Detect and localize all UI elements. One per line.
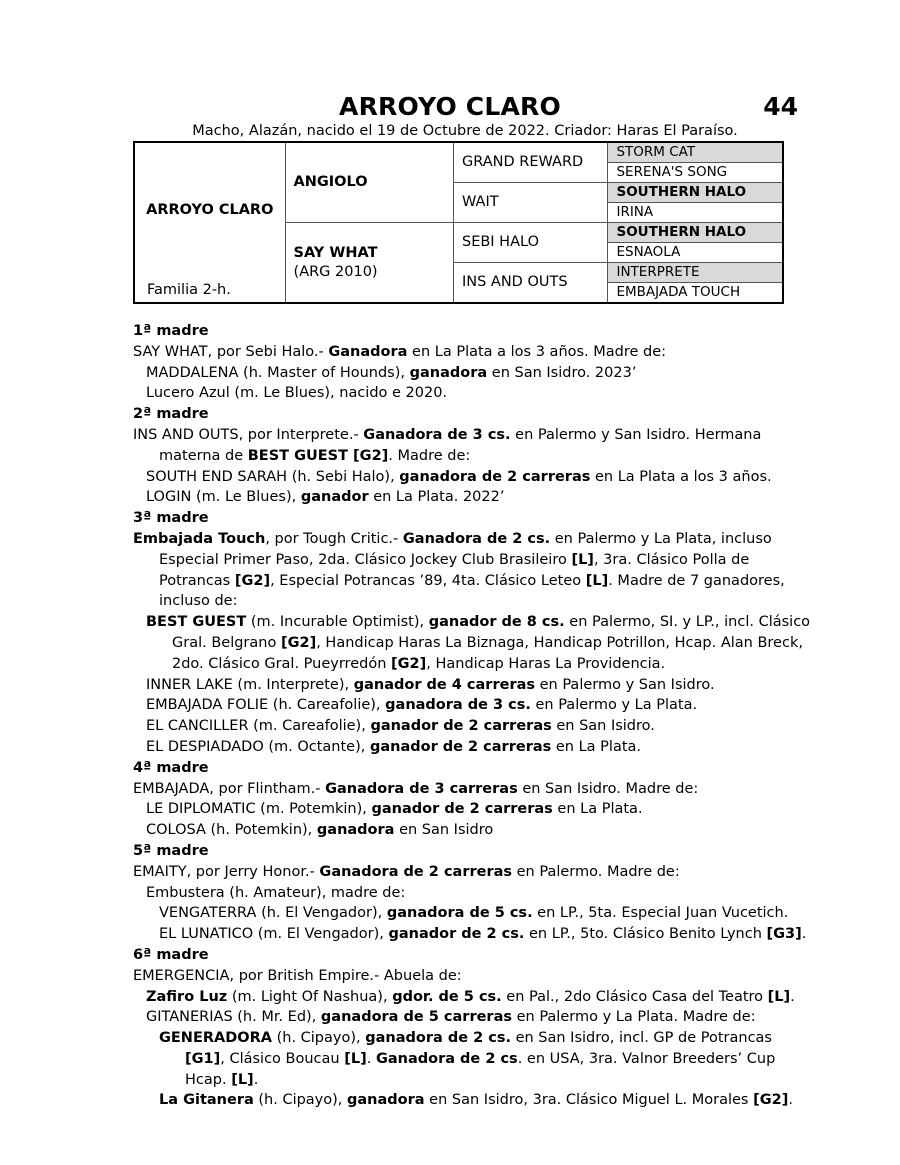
section-heading: 4ª madre xyxy=(133,759,209,776)
bold-text: BEST GUEST xyxy=(146,614,247,631)
dam-dam-cell: INS AND OUTS xyxy=(453,263,607,304)
dam-line: EMERGENCIA, por British Empire.- Abuela de: xyxy=(133,967,462,984)
bold-text: [L] xyxy=(231,1071,254,1088)
produce-line xyxy=(133,716,813,737)
text-run: en San Isidro, 3ra. Clásico Miguel L. Morales xyxy=(424,1092,754,1109)
dam-cell xyxy=(285,223,453,304)
g3-cell: EMBAJADA TOUCH xyxy=(608,283,783,304)
text-run: en Palermo y La Plata, incluso Especial Primer Paso, 2da. Clásico Jockey Club Brasileiro xyxy=(159,530,772,568)
dam-line xyxy=(133,779,813,800)
dam-origin: (ARG 2010) xyxy=(293,263,378,280)
text-run: MADDALENA (h. Master of Hounds), xyxy=(146,364,410,381)
bold-text: ganadora xyxy=(409,364,488,381)
text-run: en San Isidro. xyxy=(551,718,655,735)
sire-sire-cell: GRAND REWARD xyxy=(453,142,607,183)
text-run: SOUTH END SARAH (h. Sebi Halo), xyxy=(146,468,400,485)
bold-text: [G1] xyxy=(185,1050,221,1067)
bold-text: ganadora xyxy=(347,1092,425,1109)
bold-text: ganadora xyxy=(316,822,395,839)
text-run: en La Plata. 2022’ xyxy=(368,489,505,506)
text-run: en La Plata. xyxy=(552,801,643,818)
text-run: INS AND OUTS, por Interprete.- xyxy=(133,426,364,443)
section-heading: 1ª madre xyxy=(133,323,209,339)
section-heading: 2ª madre xyxy=(133,406,209,423)
text-run: COLOSA (h. Potemkin), xyxy=(146,822,317,839)
pedigree-table xyxy=(133,141,784,304)
text-run: en Palermo, SI. y LP., incl. Clásico Gral. Belgrano xyxy=(172,614,811,651)
bold-text: ganadora de 2 carreras xyxy=(399,468,591,485)
bold-text: ganadora de 3 cs. xyxy=(385,697,531,714)
produce-line xyxy=(133,1007,813,1028)
dam-name: SAY WHAT xyxy=(293,244,378,261)
bold-text: Zafiro Luz xyxy=(146,988,228,1005)
bold-text: gdor. de 5 cs. xyxy=(392,988,502,1005)
produce-line xyxy=(133,737,813,758)
text-run: LE DIPLOMATIC (m. Potemkin), xyxy=(146,801,372,818)
text-run: en La Plata a los 3 años. Madre de: xyxy=(407,343,667,360)
produce-line: Embustera (h. Amateur), madre de: xyxy=(146,884,406,901)
bold-text: [L] xyxy=(571,551,594,568)
bold-text: ganador xyxy=(300,489,369,506)
produce-record xyxy=(133,321,813,1111)
produce-line: Lucero Azul (m. Le Blues), nacido e 2020. xyxy=(146,385,448,402)
text-run: en San Isidro. Madre de: xyxy=(517,780,699,797)
produce-line xyxy=(133,987,813,1008)
bold-text: [G2] xyxy=(753,1092,789,1109)
bold-text: Ganadora de 2 cs xyxy=(375,1050,518,1067)
bold-text: ganador de 2 carreras xyxy=(370,718,552,735)
page-title: ARROYO CLARO xyxy=(339,92,561,121)
bold-text: La Gitanera xyxy=(159,1092,254,1109)
section-heading: 6ª madre xyxy=(133,946,209,963)
dam-line xyxy=(133,529,813,612)
text-run: . Madre de: xyxy=(388,447,471,464)
text-run: EMAITY, por Jerry Honor.- xyxy=(133,863,320,880)
g3-cell: ESNAOLA xyxy=(608,243,783,263)
text-run: en LP., 5ta. Especial Juan Vucetich. xyxy=(532,905,789,922)
bold-text: [G2] xyxy=(391,655,427,672)
dam-line xyxy=(133,862,813,883)
text-run: en Palermo y La Plata. xyxy=(530,697,698,714)
text-run: INNER LAKE (m. Interprete), xyxy=(146,676,354,693)
text-run: en San Isidro, incl. GP de Potrancas xyxy=(510,1030,772,1047)
sire-cell: ANGIOLO xyxy=(285,142,453,223)
text-run: , Especial Potrancas ’89, 4ta. Clásico Leteo xyxy=(270,572,586,589)
bold-text: Ganadora de 2 carreras xyxy=(319,863,513,880)
horse-description: Macho, Alazán, nacido el 19 de Octubre de 2022. Criador: Haras El Paraíso. xyxy=(192,123,738,139)
g3-cell: STORM CAT xyxy=(608,142,783,163)
bold-text: BEST GUEST [G2] xyxy=(247,447,389,464)
bold-text: ganador de 4 carreras xyxy=(353,676,536,693)
g3-cell: SOUTHERN HALO xyxy=(608,183,783,203)
text-run: en La Plata. xyxy=(551,738,642,755)
text-run: (h. Cipayo), xyxy=(253,1092,348,1109)
bold-text: ganadora de 5 cs. xyxy=(386,905,533,922)
bold-text: Ganadora de 3 cs. xyxy=(363,426,511,443)
produce-line xyxy=(133,612,813,674)
text-run: . xyxy=(788,1092,793,1109)
text-run: en San Isidro xyxy=(394,822,494,839)
produce-line xyxy=(133,467,813,488)
text-run: . en USA, 3ra. Valnor Breeders’ Cup Hcap. xyxy=(185,1050,776,1088)
text-run: , Handicap Haras La Biznaga, Handicap Potrillon, Hcap. Alan Breck, 2do. Clásico Gral. Pueyrredón xyxy=(172,634,803,672)
produce-line xyxy=(133,799,813,820)
dam-line xyxy=(133,342,813,363)
text-run: en Palermo y San Isidro. xyxy=(535,676,715,693)
text-run: en Palermo. Madre de: xyxy=(512,863,680,880)
text-run: , Clásico Boucau xyxy=(220,1050,345,1067)
bold-text: [L] xyxy=(344,1050,367,1067)
text-run: . Madre de 7 ganadores, incluso de: xyxy=(159,572,785,610)
text-run: EL CANCILLER (m. Careafolie), xyxy=(146,718,371,735)
bold-text: ganadora de 2 cs. xyxy=(365,1030,511,1047)
text-run: en Pal., 2do Clásico Casa del Teatro xyxy=(501,988,768,1005)
g3-cell: INTERPRETE xyxy=(608,263,783,283)
g3-cell: IRINA xyxy=(608,203,783,223)
bold-text: ganador de 2 carreras xyxy=(369,738,552,755)
g3-cell: SERENA'S SONG xyxy=(608,163,783,183)
text-run: en La Plata a los 3 años. xyxy=(590,468,772,485)
text-run: SAY WHAT, por Sebi Halo.- xyxy=(133,343,329,360)
bold-text: [G2] xyxy=(280,634,317,651)
text-run: EMBAJADA FOLIE (h. Careafolie), xyxy=(146,697,386,714)
bold-text: Ganadora de 2 cs. xyxy=(402,530,551,547)
text-run: . xyxy=(790,988,795,1005)
text-run: (m. Incurable Optimist), xyxy=(246,614,429,631)
text-run: EL LUNATICO (m. El Vengador), xyxy=(159,926,389,943)
bold-text: Ganadora de 3 carreras xyxy=(325,780,518,797)
text-run: en LP., 5to. Clásico Benito Lynch xyxy=(524,926,767,943)
produce-line xyxy=(133,1090,813,1111)
section-heading: 3ª madre xyxy=(133,510,209,527)
lot-number: 44 xyxy=(763,92,798,121)
produce-line xyxy=(133,363,813,384)
bold-text: ganador de 8 cs. xyxy=(428,614,565,631)
produce-line xyxy=(133,924,813,945)
text-run: , 3ra. Clásico Polla de Potrancas xyxy=(159,551,750,589)
text-run: , por Tough Critic.- xyxy=(265,530,403,547)
text-run: . xyxy=(253,1071,259,1088)
produce-line xyxy=(133,820,813,841)
text-run: GITANERIAS (h. Mr. Ed), xyxy=(146,1009,321,1026)
bold-text: Embajada Touch xyxy=(133,530,266,547)
bold-text: ganador de 2 carreras xyxy=(371,801,553,818)
text-run: en Palermo y San Isidro. Hermana materna de xyxy=(159,426,762,464)
text-run: VENGATERRA (h. El Vengador), xyxy=(159,905,387,922)
g3-cell: SOUTHERN HALO xyxy=(608,223,783,243)
text-run: EL DESPIADADO (m. Octante), xyxy=(146,738,370,755)
text-run: LOGIN (m. Le Blues), xyxy=(146,489,301,506)
produce-line xyxy=(133,1028,813,1090)
bold-text: [G3] xyxy=(766,926,802,943)
text-run: . xyxy=(366,1050,376,1067)
dam-sire-cell: SEBI HALO xyxy=(453,223,607,263)
produce-line xyxy=(133,695,813,716)
text-run: (m. Light Of Nashua), xyxy=(227,988,393,1005)
bold-text: Ganadora xyxy=(328,343,408,360)
produce-line xyxy=(133,487,813,508)
dam-line xyxy=(133,425,813,467)
text-run: , Handicap Haras La Providencia. xyxy=(426,655,666,672)
bold-text: GENERADORA xyxy=(159,1030,272,1047)
bold-text: ganador de 2 cs. xyxy=(388,926,525,943)
bold-text: [L] xyxy=(585,572,609,589)
text-run: (h. Cipayo), xyxy=(271,1030,366,1047)
bold-text: [G2] xyxy=(234,572,271,589)
pedigree-horse-name: ARROYO CLARO xyxy=(146,202,274,218)
bold-text: ganadora de 5 carreras xyxy=(320,1009,512,1026)
family-label: Familia 2-h. xyxy=(147,282,231,298)
text-run: en San Isidro. 2023’ xyxy=(487,364,637,381)
text-run: EMBAJADA, por Flintham.- xyxy=(133,780,326,797)
section-heading: 5ª madre xyxy=(133,842,209,859)
produce-line xyxy=(133,675,813,696)
pedigree-horse-cell xyxy=(134,142,285,303)
bold-text: [L] xyxy=(767,988,791,1005)
text-run: en Palermo y La Plata. Madre de: xyxy=(512,1009,756,1026)
sire-dam-cell: WAIT xyxy=(453,183,607,223)
text-run: . xyxy=(801,926,807,943)
produce-line xyxy=(133,903,813,924)
